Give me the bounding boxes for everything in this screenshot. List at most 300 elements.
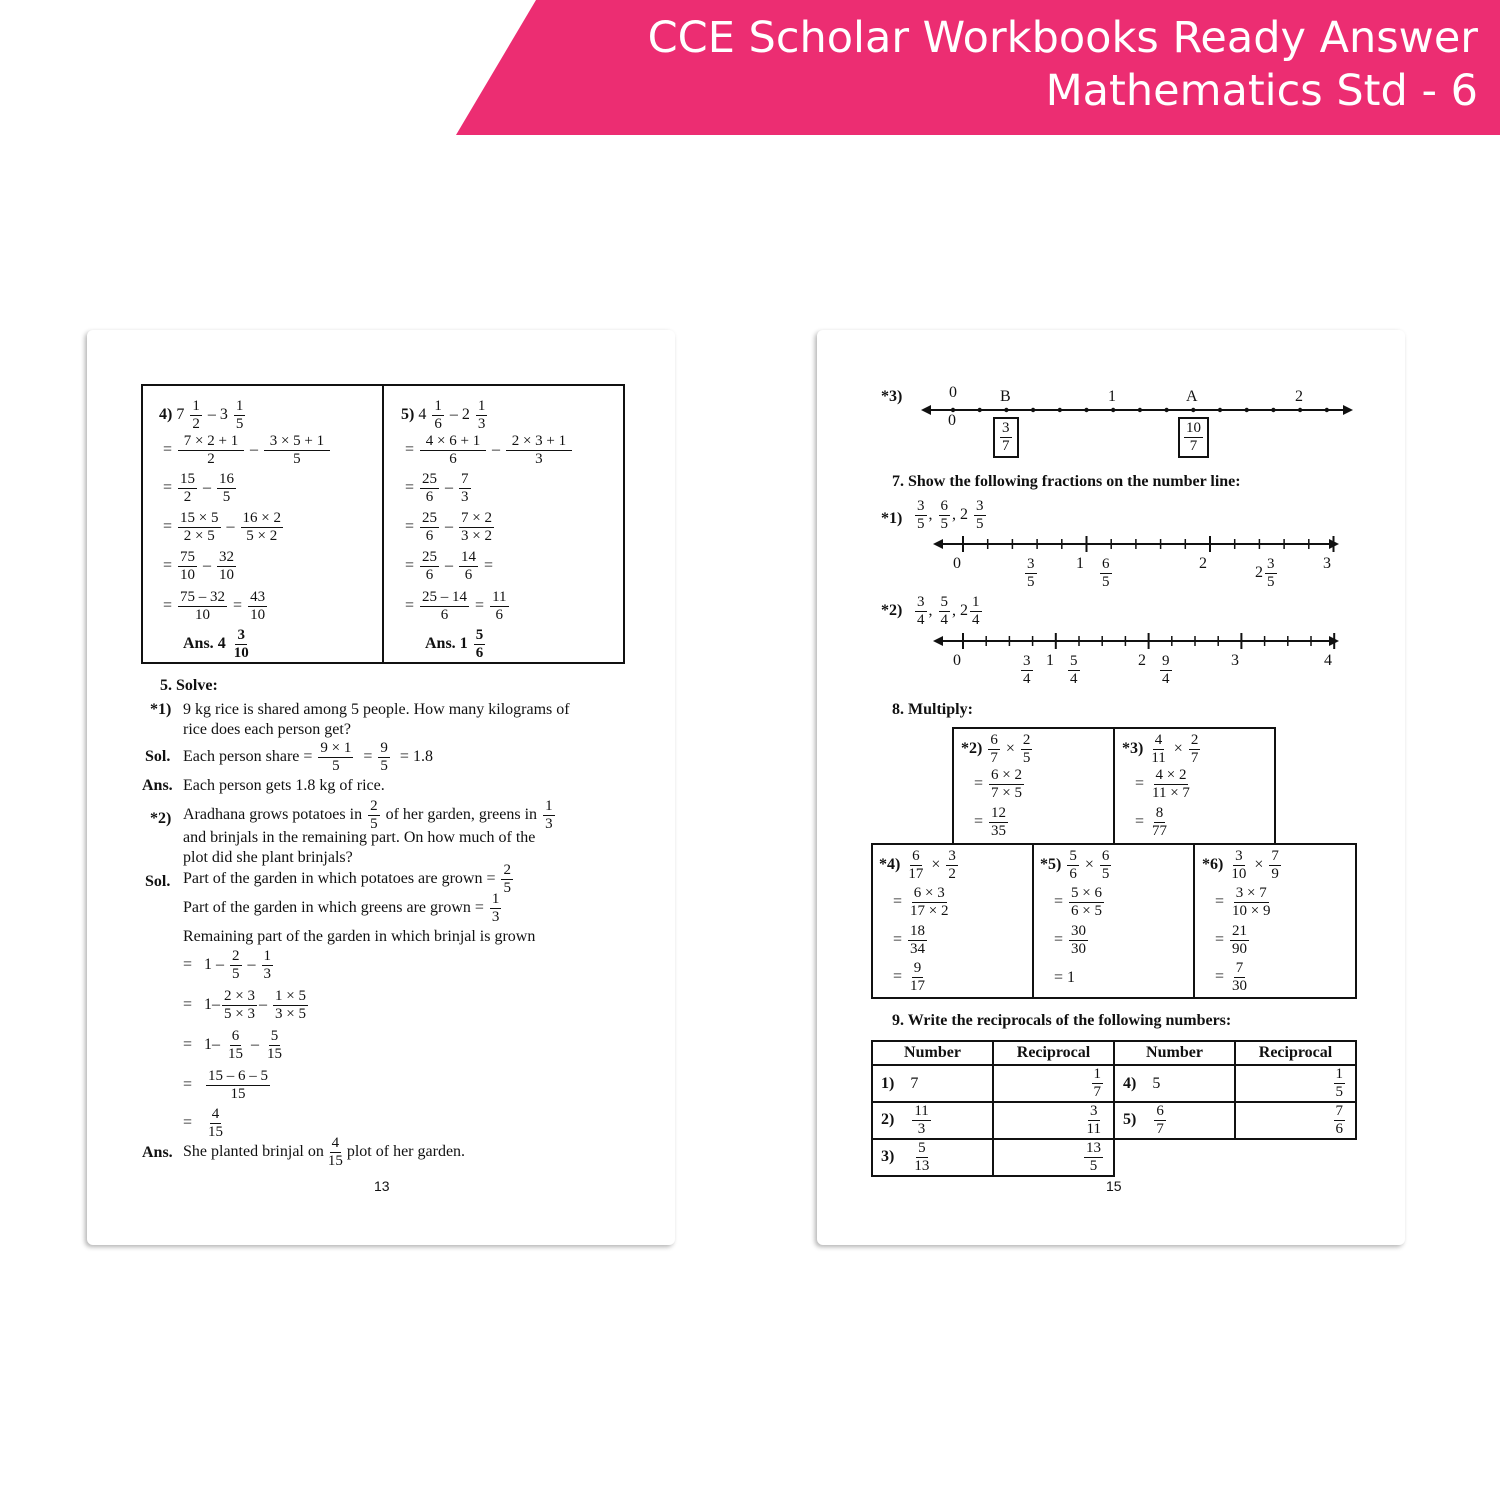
mult3-a-den: 11 xyxy=(1151,750,1166,766)
step2-f1 xyxy=(222,988,257,1023)
mult3-label: *3) xyxy=(1122,740,1144,758)
ans2-label: Ans. xyxy=(142,1144,173,1161)
step2-f2-den: 3 × 5 xyxy=(275,1006,306,1022)
mult5-b-num: 6 xyxy=(1101,848,1110,864)
mult4-a-den: 17 xyxy=(908,866,924,882)
number-cell xyxy=(1114,1102,1235,1139)
step4-num: 15 – 6 – 5 xyxy=(208,1068,269,1084)
p2-f1-num: 2 xyxy=(370,798,378,814)
q5-ans-label: Ans. xyxy=(425,635,456,653)
number-line-1 xyxy=(929,530,1344,558)
box-a-frac xyxy=(1184,420,1203,455)
nl1-tick-0: 0 xyxy=(953,555,961,572)
nl2-point-3 xyxy=(1158,653,1174,688)
step3-op: – xyxy=(251,1036,260,1054)
q7-p2-label: *2) xyxy=(881,602,903,619)
mult6-s2-num: 21 xyxy=(1232,923,1248,939)
step2-f2 xyxy=(273,988,308,1023)
mult2-b-den: 5 xyxy=(1022,750,1031,766)
top-line-dot xyxy=(1138,408,1142,412)
q7-p1-expr: $\frac{3}{5}$ , $\frac{6}{5}$ , 2 $\frac{3}{5}$ xyxy=(917,498,984,532)
q5-row-5: = $\frac{25 - 14}{6}$ = $\frac{11}{6}$ xyxy=(405,589,507,623)
reciprocal-cell xyxy=(1235,1065,1356,1102)
nl1-p1-den: 5 xyxy=(1027,574,1035,590)
step1-f1-num: 2 xyxy=(232,948,240,964)
mult5-a-den: 6 xyxy=(1069,866,1077,882)
step2-f2-num: 1 × 5 xyxy=(275,988,306,1004)
q4-answer xyxy=(183,627,253,662)
solve-p1-text-a: 9 kg rice is shared among 5 people. How many kilograms of xyxy=(183,701,570,718)
top-line-dot xyxy=(1031,408,1035,412)
mult-cell-2: *2) $\frac{6}{7}$ × $\frac{2}{5}$ xyxy=(961,732,1031,766)
step3-f1 xyxy=(226,1028,245,1063)
sol1-f1-num: 9 × 1 xyxy=(320,740,352,756)
table-header xyxy=(872,1041,1114,1065)
number-den: 13 xyxy=(914,1158,930,1174)
mult6-step1: = $\frac{3 \times 7}{10 \times 9}$ xyxy=(1215,885,1271,919)
q4-row-4: = $\frac{75}{10}$ – $\frac{32}{10}$ xyxy=(163,549,235,583)
recip-den: 5 xyxy=(1089,1158,1098,1174)
nl1-point-3 xyxy=(1255,556,1279,591)
sol1-result: = 1.8 xyxy=(399,748,433,766)
q5-row-1: = $\frac{4 \times 6 + 1}{6}$ – $\frac{2 \times 3 + 1}{3}$ xyxy=(405,433,570,467)
top-line-dot xyxy=(1004,408,1008,412)
q4-row-0 xyxy=(159,398,247,433)
sol2-l1-num: 2 xyxy=(503,862,511,878)
nl2-tick-1: 1 xyxy=(1046,652,1054,669)
nl2-p2-den: 4 xyxy=(1070,671,1078,687)
nl1-p1-num: 3 xyxy=(1027,556,1035,572)
sol2-l2-den: 3 xyxy=(491,909,500,925)
mult2-s1-num: 6 × 2 xyxy=(991,767,1022,783)
solve-p2-line1 xyxy=(183,798,557,833)
mult6-b-num: 7 xyxy=(1271,848,1279,864)
top-line-dot xyxy=(1058,408,1062,412)
table-row xyxy=(872,1102,1114,1139)
mult6-s3-den: 30 xyxy=(1232,978,1248,994)
mult2-step1: = $\frac{6 \times 2}{7 \times 5}$ xyxy=(974,767,1022,801)
p2-text-c: and brinjals in the remaining part. On how much of the xyxy=(183,829,536,846)
mult3-s2-den: 77 xyxy=(1152,823,1168,839)
mult2-s1-den: 7 × 5 xyxy=(991,785,1022,801)
mult4-s3-den: 17 xyxy=(910,978,926,994)
nl1-point-2 xyxy=(1098,556,1114,591)
sol1-f2-num: 9 xyxy=(380,740,388,756)
multiply-bottom-divider-1 xyxy=(1032,843,1034,999)
sol1-f1-den: 5 xyxy=(332,758,340,774)
mult2-s2-num: 12 xyxy=(991,805,1007,821)
sol1-frac2 xyxy=(378,740,390,775)
sol2-step-5: = $\frac{4}{15}$ xyxy=(183,1106,224,1140)
mult4-step3: = $\frac{9}{17}$ xyxy=(893,960,926,994)
nl1-tick-3: 3 xyxy=(1323,555,1331,572)
solve-p2-label: *2) xyxy=(150,810,172,827)
col-reciprocal: Reciprocal xyxy=(1235,1041,1356,1065)
right-page xyxy=(817,330,1405,1245)
mult3-step2: = $\frac{8}{77}$ xyxy=(1135,805,1168,839)
sol1-f2-den: 5 xyxy=(380,758,388,774)
reciprocal-cell xyxy=(993,1139,1114,1176)
p2-text-a: Aradhana grows potatoes in xyxy=(183,806,363,824)
ans2-text-b: plot of her garden. xyxy=(346,1143,466,1161)
nl2-tick-2: 2 xyxy=(1138,652,1146,669)
ans2-frac xyxy=(326,1135,345,1170)
q4-ans-num: 3 xyxy=(237,627,245,643)
banner-title-line2: Mathematics Std - 6 xyxy=(1045,66,1478,116)
number-num: 5 xyxy=(918,1140,926,1156)
mult4-s2-num: 18 xyxy=(910,923,926,939)
p2-text-d: plot did she plant brinjals? xyxy=(183,849,353,866)
mult2-label: *2) xyxy=(961,740,983,758)
sol2-l2-frac xyxy=(490,891,502,926)
ans2-line xyxy=(183,1135,465,1170)
number-cell xyxy=(872,1139,993,1176)
sol2-step-3 xyxy=(183,1028,286,1063)
q5-expr: 4 $\frac{1}{6}$ – 2 $\frac{1}{3}$ xyxy=(418,398,486,432)
col-number: Number xyxy=(1114,1041,1235,1065)
q9-heading: 9. Write the reciprocals of the following numbers: xyxy=(892,1012,1232,1029)
mult6-b-den: 9 xyxy=(1271,866,1279,882)
top-line-dot xyxy=(1271,408,1275,412)
mult3-a-num: 4 xyxy=(1154,732,1163,748)
top-label-below-0: 0 xyxy=(948,412,956,429)
step1-f2-den: 3 xyxy=(263,966,272,982)
page-number: 15 xyxy=(1106,1178,1122,1194)
mult3-s1-num: 4 × 2 xyxy=(1155,767,1187,783)
mult3-b-num: 2 xyxy=(1190,732,1199,748)
nl1-p3-num: 3 xyxy=(1267,556,1275,572)
top-left-arrow xyxy=(921,405,931,415)
recip-den: 6 xyxy=(1335,1121,1343,1137)
sol2-step-2 xyxy=(183,988,310,1023)
row-index: 3) xyxy=(881,1148,895,1166)
recip-den: 7 xyxy=(1093,1084,1101,1100)
p2-frac1 xyxy=(368,798,380,833)
q5-row-3: = $\frac{25}{6}$ – $\frac{7 \times 2}{3 \times 2}$ xyxy=(405,510,492,544)
sol2-step-4: = $\frac{15 - 6 - 5}{15}$ xyxy=(183,1068,269,1102)
step5-num: 4 xyxy=(211,1106,220,1122)
step1-f1-den: 5 xyxy=(232,966,240,982)
sol1-eq: = xyxy=(363,748,373,766)
mult4-s1-num: 6 × 3 xyxy=(913,885,945,901)
top-label-a: A xyxy=(1186,388,1198,405)
mult5-label: *5) xyxy=(1040,856,1062,874)
nl2-tick-0: 0 xyxy=(953,652,961,669)
mult4-s3-num: 9 xyxy=(913,960,922,976)
q4-ans-frac xyxy=(232,627,251,662)
sol2-line2 xyxy=(183,891,503,926)
mult6-step2: = $\frac{21}{90}$ xyxy=(1215,923,1248,957)
top-line-dot xyxy=(1084,408,1088,412)
reciprocal-cell xyxy=(993,1065,1114,1102)
q4-row-2: = $\frac{15}{2}$ – $\frac{16}{5}$ xyxy=(163,471,235,505)
mult3-step1: = $\frac{4 \times 2}{11 \times 7}$ xyxy=(1135,767,1190,801)
step1-f2 xyxy=(262,948,274,983)
banner-title-line1: CCE Scholar Workbooks Ready Answer xyxy=(647,13,1478,63)
recip-num: 1 xyxy=(1335,1066,1343,1082)
q7-p1-den: 5 xyxy=(976,516,984,532)
mult6-label: *6) xyxy=(1202,856,1224,874)
mult4-b-num: 3 xyxy=(948,848,956,864)
p2-text-b: of her garden, greens in xyxy=(385,806,538,824)
mult6-step3: = $\frac{7}{30}$ xyxy=(1215,960,1248,994)
q4-label: 4) xyxy=(159,406,173,424)
sol1-text: Each person share = xyxy=(183,748,313,766)
nl2-point-1 xyxy=(1019,653,1035,688)
nl1-p2-den: 5 xyxy=(1102,574,1110,590)
mult4-step2: = $\frac{18}{34}$ xyxy=(893,923,926,957)
q4-ans-whole: 4 xyxy=(217,635,226,653)
step2-a: 1– xyxy=(204,996,221,1014)
solve-heading: 5. Solve: xyxy=(160,677,218,694)
q7-p1-num: 3 xyxy=(976,498,984,514)
step1-a: 1 – xyxy=(204,956,225,974)
sol2-step-1 xyxy=(183,948,275,983)
q7-p1-label: *1) xyxy=(881,510,903,527)
mult-cell-6: *6) $\frac{3}{10}$ × $\frac{7}{9}$ xyxy=(1202,848,1279,882)
step1-op: – xyxy=(247,956,256,974)
mult6-s2-den: 90 xyxy=(1232,941,1248,957)
mult5-s1-num: 5 × 6 xyxy=(1071,885,1102,901)
q5-ans-whole: 1 xyxy=(459,635,468,653)
mult5-a-num: 5 xyxy=(1069,848,1077,864)
row-index: 2) xyxy=(881,1111,895,1129)
box-a-den: 7 xyxy=(1189,438,1198,454)
step2-f1-num: 2 × 3 xyxy=(224,988,255,1004)
q5-label: 5) xyxy=(401,406,415,424)
recip-num: 1 xyxy=(1093,1066,1101,1082)
q4-row-3: = $\frac{15 \times 5}{2 \times 5}$ – $\frac{16 \times 2}{5 \times 2}$ xyxy=(163,510,281,544)
step5-den: 15 xyxy=(208,1124,224,1140)
table-header xyxy=(1114,1041,1356,1065)
sol1-label: Sol. xyxy=(145,748,171,765)
nl1-p3-den: 5 xyxy=(1267,574,1275,590)
row-index: 1) xyxy=(881,1074,895,1092)
step3-f1-den: 15 xyxy=(228,1046,244,1062)
mult5-b-den: 5 xyxy=(1101,866,1110,882)
mult3-b-den: 7 xyxy=(1190,750,1199,766)
q5-answer xyxy=(425,627,487,662)
number-cell xyxy=(1114,1065,1235,1102)
step2-eq: = xyxy=(183,996,193,1014)
mult5-s2-num: 30 xyxy=(1071,923,1087,939)
q4-row-5: = $\frac{75 - 32}{10}$ = $\frac{43}{10}$ xyxy=(163,589,266,623)
q4-expr: 7 $\frac{1}{2}$ – 3 $\frac{1}{5}$ xyxy=(176,398,244,432)
number-line-2 xyxy=(929,627,1344,655)
sol2-line1-text: Part of the garden in which potatoes are grown = xyxy=(183,870,496,888)
nl1-p3-whole: 2 xyxy=(1255,564,1263,582)
mult5-step2: = $\frac{30}{30}$ xyxy=(1054,923,1087,957)
q8-heading: 8. Multiply: xyxy=(892,701,973,718)
q7-heading: 7. Show the following fractions on the number line: xyxy=(892,473,1241,490)
solve-p1-label: *1) xyxy=(150,701,172,718)
ans2-den: 15 xyxy=(327,1153,343,1169)
col-reciprocal: Reciprocal xyxy=(993,1041,1114,1065)
nl1-tick-2: 2 xyxy=(1199,555,1207,572)
mult-cell-4: *4) $\frac{6}{17}$ × $\frac{3}{2}$ xyxy=(879,848,956,882)
q7-p2-expr: $\frac{3}{4}$ , $\frac{5}{4}$ , 2 $\frac{1}{4}$ xyxy=(917,594,980,628)
mult4-s1-den: 17 × 2 xyxy=(910,903,949,919)
mult5-step1: = $\frac{5 \times 6}{6 \times 5}$ xyxy=(1054,885,1102,919)
top-ticks xyxy=(951,408,1329,412)
nl1-point-1 xyxy=(1023,556,1039,591)
mult-cell-3: *3) $\frac{4}{11}$ × $\frac{2}{7}$ xyxy=(1122,732,1199,766)
recip-den: 5 xyxy=(1335,1084,1343,1100)
mult5-s2-den: 30 xyxy=(1071,941,1087,957)
box-b-frac xyxy=(1000,420,1012,455)
mult2-a-den: 7 xyxy=(990,750,998,766)
p2-frac2 xyxy=(543,798,555,833)
number-den: 7 xyxy=(1156,1121,1164,1137)
mult4-label: *4) xyxy=(879,856,901,874)
nl2-p3-den: 4 xyxy=(1162,671,1170,687)
top-label-2: 2 xyxy=(1295,388,1303,405)
q4-ans-label: Ans. xyxy=(183,635,214,653)
step2-f1-den: 5 × 3 xyxy=(224,1006,255,1022)
mult6-a-den: 10 xyxy=(1231,866,1247,882)
box-a-num: 10 xyxy=(1186,420,1201,436)
step4-den: 15 xyxy=(230,1086,246,1102)
ans1-label: Ans. xyxy=(142,777,173,794)
top-line-dot xyxy=(1298,408,1302,412)
number-cell xyxy=(872,1065,993,1102)
sol2-line2-text: Part of the garden in which greens are grown = xyxy=(183,899,484,917)
top-line-dot xyxy=(1164,408,1168,412)
row-index: 5) xyxy=(1123,1111,1137,1129)
step1-eq: = xyxy=(183,956,193,974)
mult6-s3-num: 7 xyxy=(1235,960,1244,976)
q7-p1-whole: 2 xyxy=(960,506,968,524)
q4-ans-den: 10 xyxy=(233,645,249,661)
step3-eq: = xyxy=(183,1036,193,1054)
left-page xyxy=(87,330,675,1245)
step3-a: 1– xyxy=(204,1036,221,1054)
q3-label: *3) xyxy=(881,388,903,405)
mult4-step1: = $\frac{6 \times 3}{17 \times 2}$ xyxy=(893,885,949,919)
nl1-p2-num: 6 xyxy=(1102,556,1110,572)
top-label-1: 1 xyxy=(1108,388,1116,405)
mult6-a-num: 3 xyxy=(1235,848,1243,864)
step1-f1 xyxy=(230,948,242,983)
ans1-text: Each person gets 1.8 kg of rice. xyxy=(183,777,385,794)
box-b xyxy=(993,417,1019,458)
mult5-step3: = 1 xyxy=(1054,969,1076,986)
sol1-frac1 xyxy=(318,740,353,775)
sol1-line xyxy=(183,740,433,775)
mult-cell-5: *5) $\frac{5}{6}$ × $\frac{6}{5}$ xyxy=(1040,848,1110,882)
table-row xyxy=(1114,1102,1356,1139)
mult2-step2: = $\frac{12}{35}$ xyxy=(974,805,1007,839)
step3-f2 xyxy=(265,1028,284,1063)
nl2-p3-num: 9 xyxy=(1162,653,1170,669)
recip-num: 13 xyxy=(1086,1140,1101,1156)
mult4-a-num: 6 xyxy=(912,848,920,864)
table-row xyxy=(872,1139,1114,1176)
q5-ans-num: 5 xyxy=(475,627,484,643)
box-b-den: 7 xyxy=(1002,438,1010,454)
top-line-dot xyxy=(1325,408,1329,412)
q5-row-2: = $\frac{25}{6}$ – $\frac{7}{3}$ xyxy=(405,471,469,505)
p2-f1-den: 5 xyxy=(370,816,378,832)
solve-p1-text-b: rice does each person get? xyxy=(183,721,351,738)
q7-p2-den: 4 xyxy=(972,612,980,628)
number-num: 11 xyxy=(914,1103,929,1119)
reciprocal-cell xyxy=(1235,1102,1356,1139)
q5-ans-frac xyxy=(474,627,486,662)
mult4-s2-den: 34 xyxy=(910,941,926,957)
top-label-0: 0 xyxy=(949,384,957,401)
banner-title xyxy=(648,12,1478,118)
ans2-num: 4 xyxy=(331,1135,340,1151)
step3-f2-den: 15 xyxy=(267,1046,283,1062)
number-value: 7 xyxy=(910,1074,919,1092)
nl2-tick-4: 4 xyxy=(1324,652,1332,669)
reciprocal-table-right xyxy=(1113,1040,1357,1140)
q7-p2-num: 1 xyxy=(972,594,980,610)
p2-f2-den: 3 xyxy=(545,816,553,832)
nl2-p2-num: 5 xyxy=(1070,653,1078,669)
mult2-a-num: 6 xyxy=(990,732,998,748)
box-divider xyxy=(382,384,384,664)
top-line-dot xyxy=(978,408,982,412)
sol2-line3: Remaining part of the garden in which brinjal is grown xyxy=(183,928,536,945)
q4-row-1: = $\frac{7 \times 2 + 1}{2}$ – $\frac{3 \times 5 + 1}{5}$ xyxy=(163,433,328,467)
page-number: 13 xyxy=(374,1178,390,1194)
nl2-p1-num: 3 xyxy=(1023,653,1031,669)
step2-op: – xyxy=(259,996,267,1014)
number-den: 3 xyxy=(917,1121,926,1137)
recip-den: 11 xyxy=(1086,1121,1101,1137)
number-num: 6 xyxy=(1156,1103,1164,1119)
mult6-s1-den: 10 × 9 xyxy=(1232,903,1271,919)
nl1-left-arrow xyxy=(933,539,943,549)
mult6-s1-num: 3 × 7 xyxy=(1235,885,1267,901)
top-line-dot xyxy=(1218,408,1222,412)
top-right-arrow xyxy=(1343,405,1353,415)
number-cell xyxy=(872,1102,993,1139)
multiply-bottom-divider-2 xyxy=(1193,843,1195,999)
box-a xyxy=(1178,417,1209,458)
q5-row-0 xyxy=(401,398,489,433)
q5-row-4: = $\frac{25}{6}$ – $\frac{14}{6}$ = xyxy=(405,549,494,583)
q5-ans-den: 6 xyxy=(475,645,484,661)
step4-frac xyxy=(206,1068,270,1103)
col-number: Number xyxy=(872,1041,993,1065)
top-line-dot xyxy=(1191,408,1195,412)
nl2-left-arrow xyxy=(933,636,943,646)
mult3-s2-num: 8 xyxy=(1155,805,1164,821)
top-line-dot xyxy=(1245,408,1249,412)
p2-f2-num: 1 xyxy=(545,798,553,814)
title-banner xyxy=(0,0,1500,135)
box-b-num: 3 xyxy=(1002,420,1010,436)
q7-p2-whole: 2 xyxy=(960,602,968,620)
recip-num: 7 xyxy=(1335,1103,1343,1119)
table-row xyxy=(1114,1065,1356,1102)
reciprocal-table-left xyxy=(871,1040,1115,1177)
mult4-b-den: 2 xyxy=(948,866,956,882)
top-label-b: B xyxy=(1000,388,1011,405)
number-value: 5 xyxy=(1152,1074,1161,1092)
mult5-s1-den: 6 × 5 xyxy=(1071,903,1102,919)
top-line-dot xyxy=(1111,408,1115,412)
mult2-b-num: 2 xyxy=(1022,732,1031,748)
nl1-tick-1: 1 xyxy=(1076,555,1084,572)
table-row xyxy=(872,1065,1114,1102)
ans2-text-a: She planted brinjal on xyxy=(183,1143,324,1161)
nl2-point-2 xyxy=(1066,653,1082,688)
mult2-s2-den: 35 xyxy=(991,823,1007,839)
